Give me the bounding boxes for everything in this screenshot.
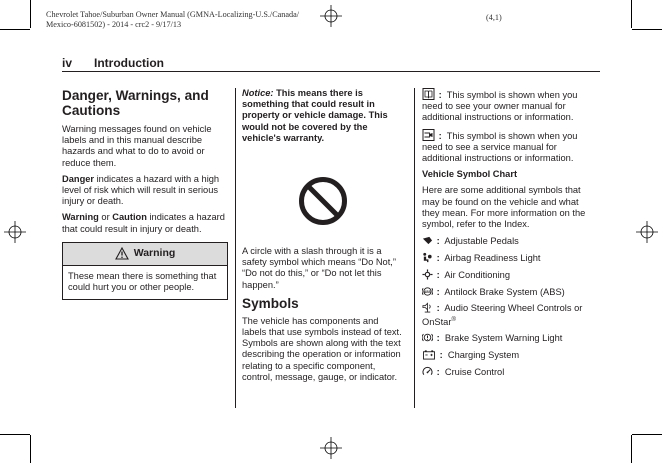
owner-manual-symbol-text: This symbol is shown when you need to see your owner manual for additional instructions or information. [422, 90, 578, 123]
airbag-readiness-light-icon [422, 252, 433, 263]
abs-icon [422, 286, 433, 297]
notice-text: This means there is something that could result in property or vehicle damage. This would not be covered by the vehicle's warranty. [242, 88, 388, 143]
service-manual-icon [422, 129, 435, 141]
warning-paragraph [62, 212, 228, 234]
registration-mark-icon [320, 5, 342, 27]
symbols-paragraph: The vehicle has components and labels that use symbols instead of text. Symbols are shown along with the text describing the operation or information relating to a specific component, control, message, gauge, or indicator. [242, 315, 402, 382]
notice-label: Notice: [242, 88, 274, 98]
warning-triangle-icon [115, 247, 129, 260]
notice-paragraph [242, 88, 404, 144]
symbol-entry: : Brake System Warning Light [422, 332, 592, 344]
warning-box [62, 242, 228, 300]
symbol-label: Charging System [447, 350, 520, 361]
intro-paragraph: Warning messages found on vehicle labels and in this manual describe hazards and what to do to avoid or reduce them. [62, 124, 212, 168]
section-heading: Danger, Warnings, and Cautions [62, 88, 209, 118]
danger-term: Danger [62, 173, 95, 184]
symbol-chart-intro: Here are some additional symbols that may be found on the vehicle and what they mean. For more information on the symbol, refer to the Index. [422, 185, 586, 230]
print-header-line-2: Mexico-6081502) - 2014 - crc2 - 9/17/13 [46, 20, 182, 29]
symbol-label: Air Conditioning [444, 269, 510, 280]
symbol-entry: : Airbag Readiness Light [422, 252, 592, 264]
service-manual-symbol-paragraph: : This symbol is shown when you need to see a service manual for additional instructions or information. [422, 130, 578, 164]
circle-caption: A circle with a slash through it is a safety symbol which means “Do Not,” “Do not do this,” or “Do not let this happen.” [242, 246, 396, 290]
symbol-chart-heading: Vehicle Symbol Chart [422, 169, 518, 180]
crop-mark [0, 434, 30, 435]
section-title: Introduction [94, 56, 164, 70]
page-number: iv [62, 56, 73, 70]
symbol-label: Airbag Readiness Light [444, 253, 541, 264]
crop-mark [631, 0, 632, 28]
symbol-label: Brake System Warning Light [444, 333, 563, 344]
registered-mark: ® [451, 316, 456, 323]
column-right [422, 88, 592, 383]
service-manual-symbol-text: This symbol is shown when you need to see a service manual for additional instructions or information. [422, 130, 578, 164]
symbol-label: Adjustable Pedals [444, 236, 519, 247]
adjustable-pedals-icon [422, 235, 433, 246]
symbol-entry: : Charging System [422, 349, 592, 361]
column-left [62, 88, 228, 300]
cruise-control-icon [422, 366, 433, 377]
warning-box-header [63, 243, 227, 266]
symbol-entry: ABS : Antilock Brake System (ABS) [422, 286, 592, 298]
danger-paragraph [62, 174, 228, 208]
owner-manual-symbol-paragraph: : This symbol is shown when you need to see your owner manual for additional instructions or information. [422, 90, 578, 123]
crop-mark [30, 0, 31, 28]
warning-text: indicates a hazard that could result in injury or death. [62, 212, 225, 234]
danger-text: indicates a hazard with a high level of risk which will result in serious injury or death. [62, 173, 220, 207]
brake-system-warning-light-icon [422, 332, 433, 343]
crop-mark [30, 435, 31, 463]
symbols-heading: Symbols [242, 295, 299, 311]
print-header-line-1: Chevrolet Tahoe/Suburban Owner Manual (GMNA-Localizing-U.S./Canada/ [46, 10, 300, 19]
crop-mark [0, 29, 30, 30]
crop-mark [632, 29, 662, 30]
svg-text:ABS: ABS [424, 289, 431, 294]
symbol-label: Audio Steering Wheel Controls or OnStar [422, 303, 583, 327]
owner-manual-icon [422, 88, 435, 100]
or-word: or [98, 212, 113, 223]
symbol-label: Cruise Control [444, 367, 505, 378]
warning-box-title: Warning [133, 247, 176, 260]
air-conditioning-icon [422, 269, 433, 280]
symbol-entry: : Cruise Control [422, 366, 592, 378]
symbol-label: Antilock Brake System (ABS) [444, 286, 565, 297]
print-header [46, 10, 299, 30]
do-not-symbol-icon [298, 176, 348, 226]
registration-mark-icon [4, 221, 26, 243]
symbol-entry: : Adjustable Pedals [422, 235, 592, 247]
symbol-entry: : Audio Steering Wheel Controls or OnStar® [422, 303, 583, 327]
charging-system-icon [422, 349, 436, 360]
column-middle [242, 88, 404, 388]
symbol-entry: : Air Conditioning [422, 269, 592, 281]
registration-mark-icon [320, 437, 342, 459]
running-head [62, 56, 600, 72]
crop-mark [631, 435, 632, 463]
crop-mark [632, 434, 662, 435]
audio-steering-wheel-controls-icon [422, 302, 433, 313]
print-page-ref: (4,1) [486, 13, 502, 22]
column-divider [235, 88, 236, 408]
warning-box-text: These mean there is something that could hurt you or other people. [68, 270, 217, 293]
registration-mark-icon [636, 221, 658, 243]
caution-term: Caution [112, 212, 147, 223]
warning-term: Warning [62, 212, 99, 223]
column-divider [414, 88, 415, 408]
